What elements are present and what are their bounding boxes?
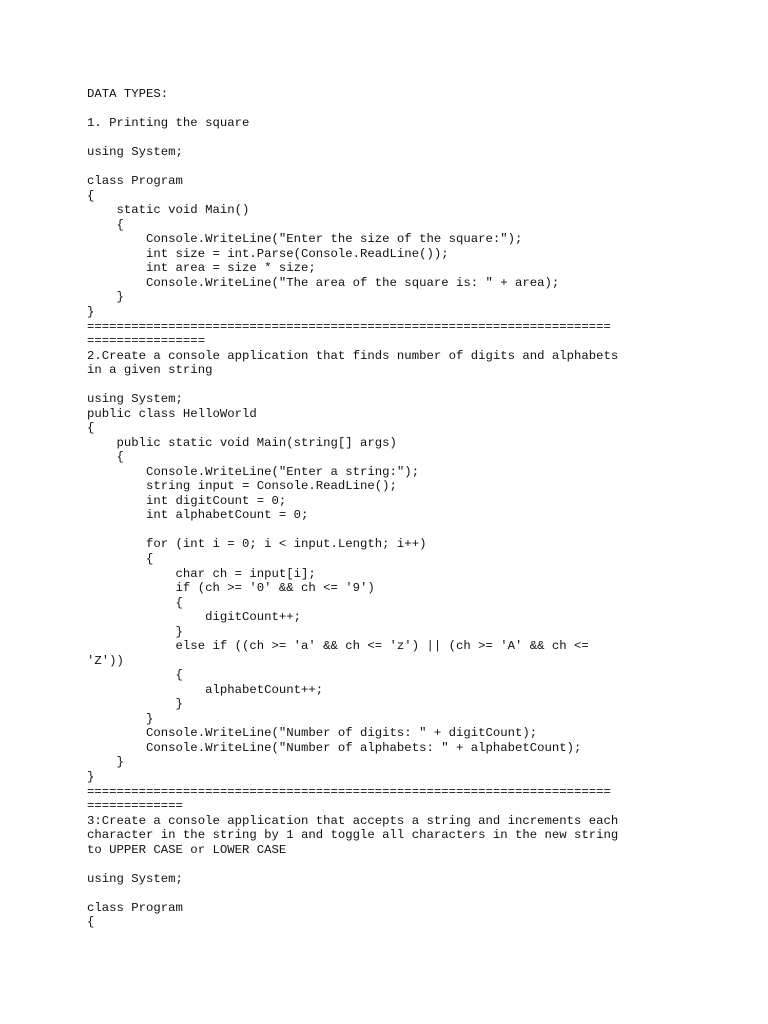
document-line (87, 857, 687, 872)
document-line: 'Z')) (87, 653, 124, 668)
document-line: string input = Console.ReadLine(); (87, 479, 397, 494)
document-line: if (ch >= '0' && ch <= '9') (87, 581, 375, 596)
document-line (87, 102, 687, 117)
document-line: digitCount++; (87, 610, 302, 625)
document-line: } (87, 304, 95, 319)
document-line: public static void Main(string[] args) (87, 435, 397, 450)
document-line: } (87, 711, 154, 726)
document-body (87, 87, 687, 930)
document-line: Console.WriteLine("Number of alphabets: " + alphabetCount); (87, 740, 582, 755)
document-line: int alphabetCount = 0; (87, 508, 309, 523)
document-line: } (87, 755, 124, 770)
document-line (87, 160, 687, 175)
document-line: { (87, 552, 154, 566)
document-line: } (87, 624, 183, 639)
document-line (87, 886, 687, 901)
document-line: public class HelloWorld (87, 406, 257, 421)
document-line: { (87, 217, 124, 232)
document-line: ======================================================================= (87, 784, 611, 799)
document-line: to UPPER CASE or LOWER CASE (87, 842, 287, 857)
document-line: 2.Create a console application that finds number of digits and alphabets (87, 348, 619, 363)
document-line: int area = size * size; (87, 261, 316, 276)
document-line: using System; (87, 145, 183, 160)
document-line: static void Main() (87, 203, 250, 218)
document-line: 3:Create a console application that accepts a string and increments each (87, 813, 619, 828)
document-line: int size = int.Parse(Console.ReadLine()); (87, 246, 449, 261)
document-line: in a given string (87, 363, 213, 378)
document-line (87, 131, 687, 146)
document-line: { (87, 188, 95, 203)
document-line: int digitCount = 0; (87, 493, 287, 508)
document-line: { (87, 421, 95, 436)
document-line: { (87, 595, 183, 610)
document-line: ================ (87, 334, 206, 349)
document-line (87, 523, 687, 538)
document-line: } (87, 290, 124, 305)
document-line: } (87, 769, 95, 784)
document-line: { (87, 915, 95, 930)
document-line: class Program (87, 900, 183, 915)
document-line: character in the string by 1 and toggle all characters in the new string (87, 828, 619, 843)
document-line: } (87, 697, 183, 712)
document-line: Console.WriteLine("Enter a string:"); (87, 464, 420, 479)
document-line: for (int i = 0; i < input.Length; i++) (87, 537, 427, 552)
document-line: ============= (87, 799, 183, 814)
document-line: else if ((ch >= 'a' && ch <= 'z') || (ch >= 'A' && ch <= (87, 639, 589, 654)
document-line: ======================================================================= (87, 319, 611, 334)
document-line: char ch = input[i]; (87, 566, 316, 581)
document-line: using System; (87, 871, 183, 886)
document-line: { (87, 668, 183, 683)
document-line: 1. Printing the square (87, 116, 250, 131)
document-line: alphabetCount++; (87, 682, 324, 697)
document-line: DATA TYPES: (87, 87, 169, 101)
document-line (87, 378, 687, 393)
document-line: { (87, 450, 124, 465)
document-line: Console.WriteLine("Number of digits: " + digitCount); (87, 726, 538, 741)
document-line: class Program (87, 174, 183, 189)
document-line: Console.WriteLine("The area of the square is: " + area); (87, 275, 560, 290)
document-line: using System; (87, 392, 183, 407)
document-line: Console.WriteLine("Enter the size of the square:"); (87, 232, 523, 247)
